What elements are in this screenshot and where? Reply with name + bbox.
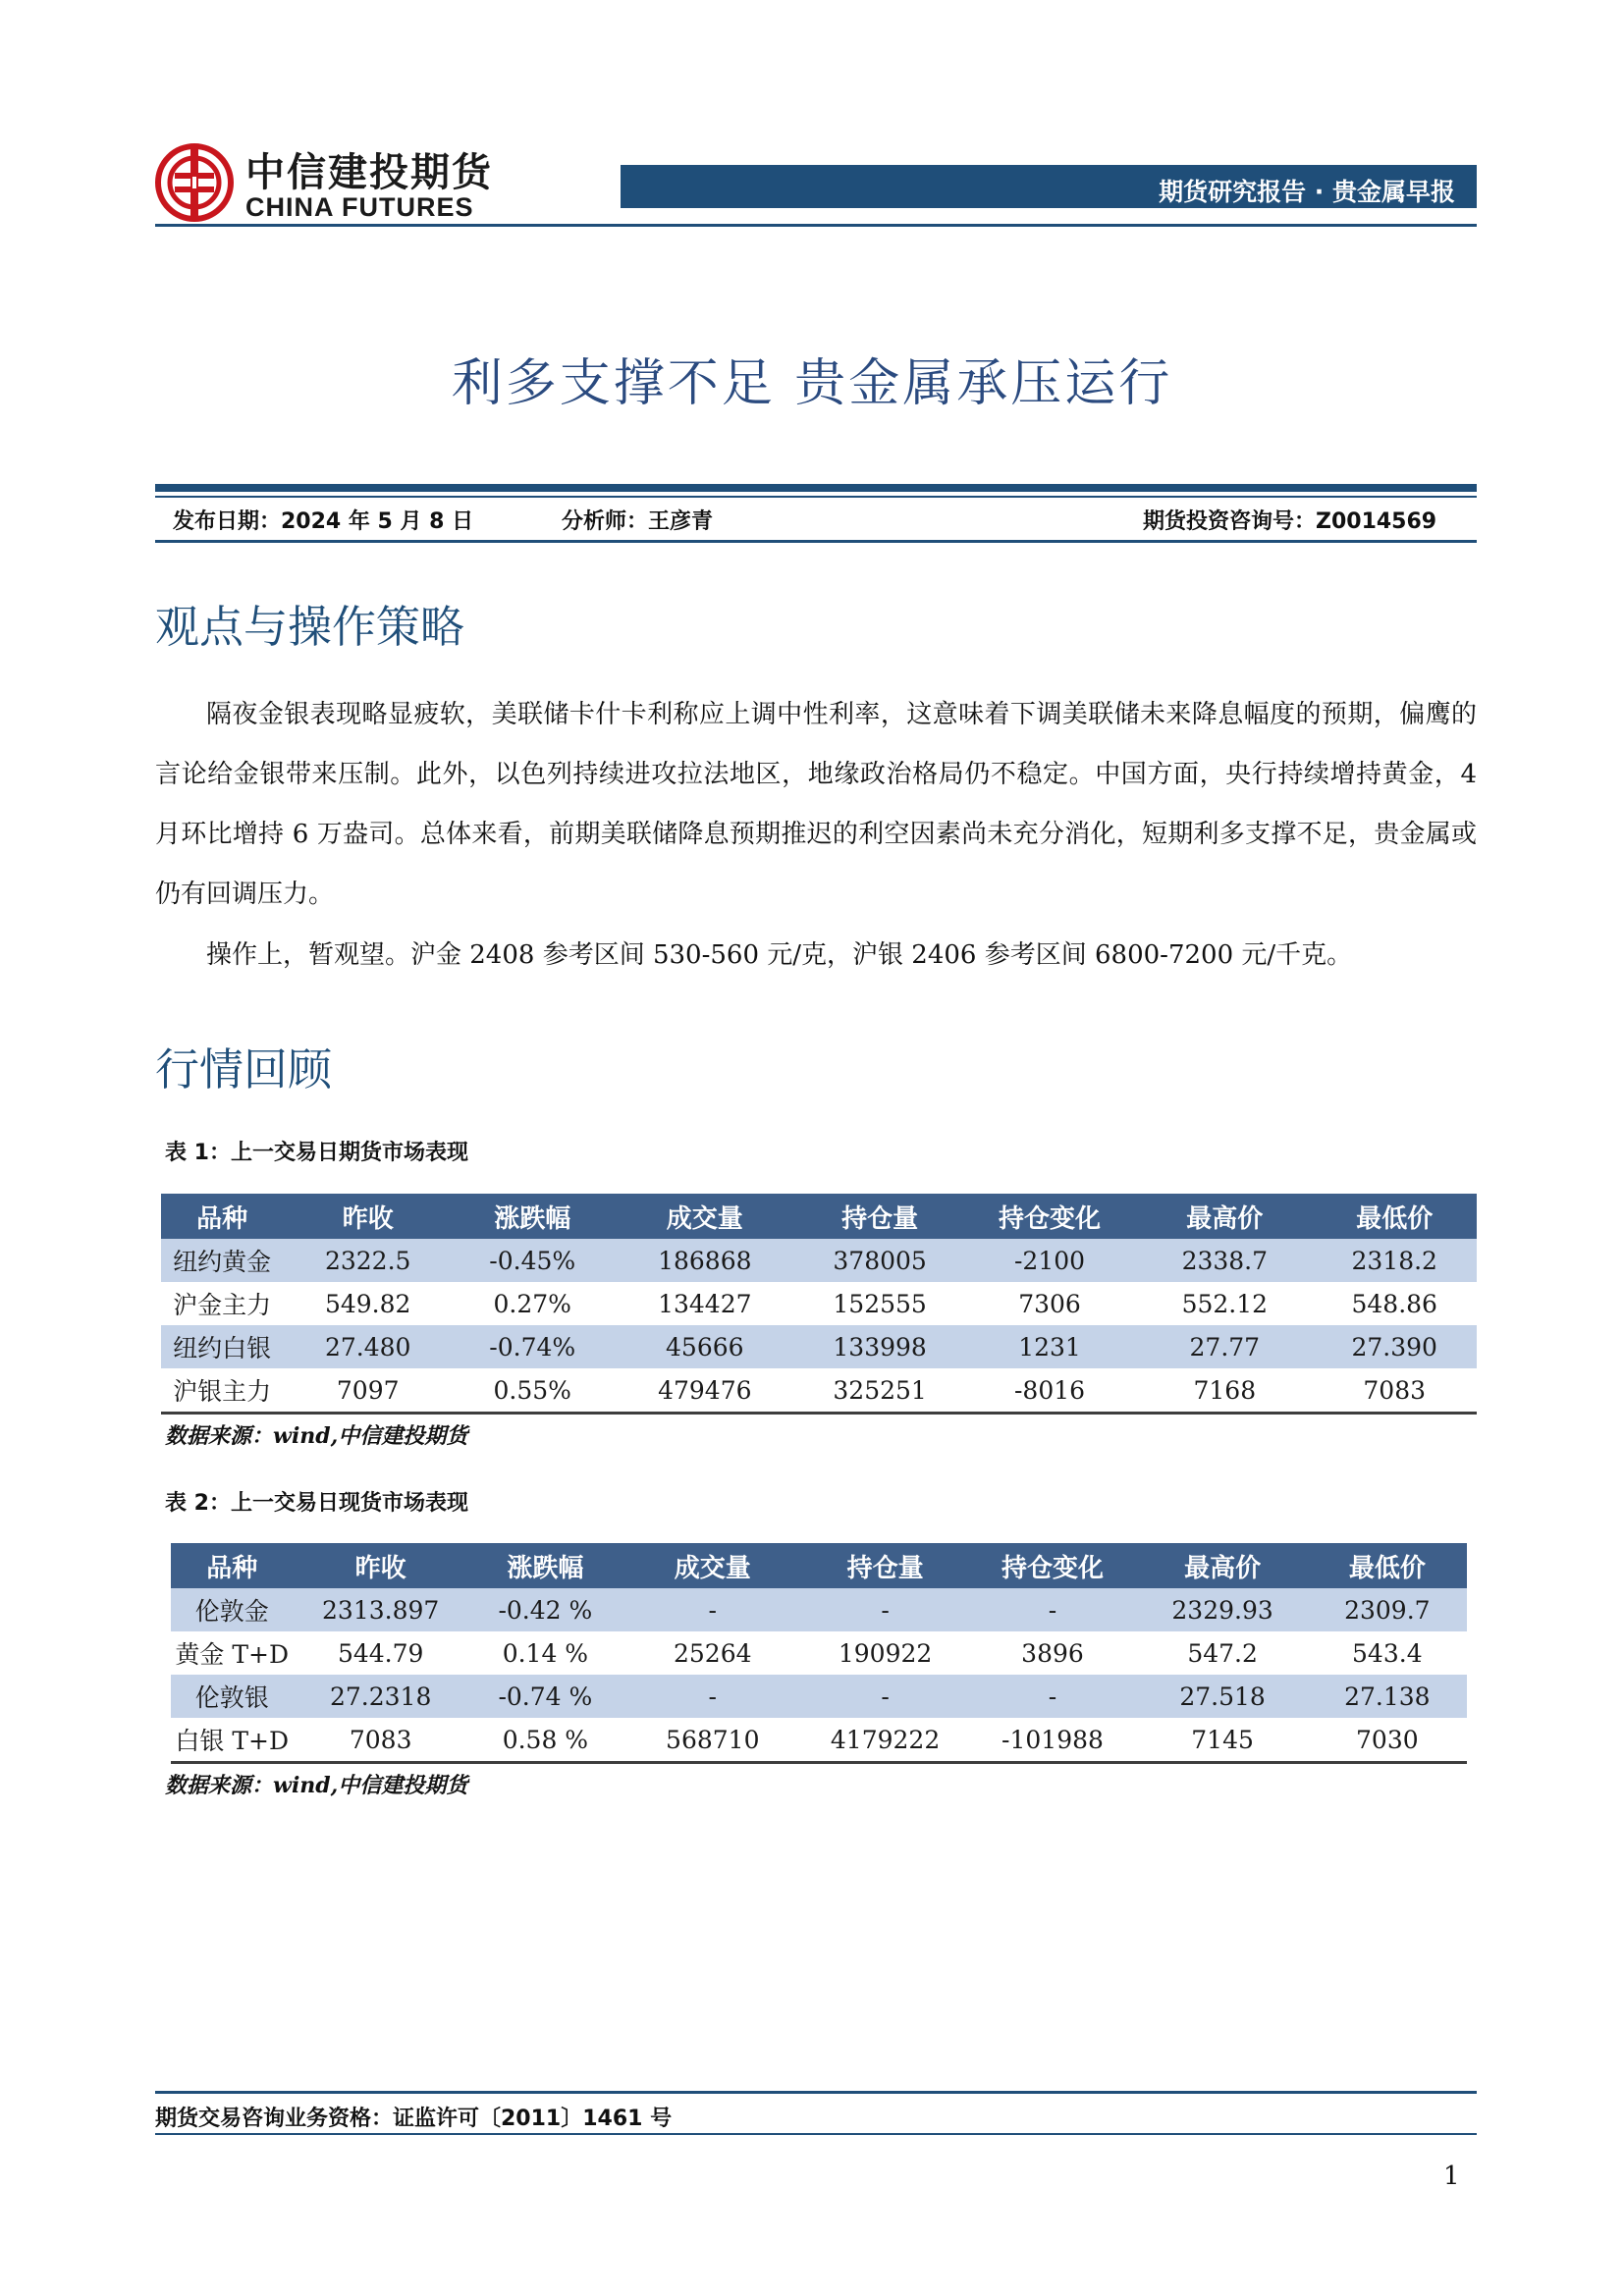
table-cell: 0.27% [493,1289,571,1318]
column-header: 持仓变化 [962,1194,1137,1239]
table-cell: - [623,1675,803,1718]
column-header: 持仓变化 [967,1543,1137,1588]
table-cell: - [803,1588,968,1631]
company-logo-icon [155,143,234,222]
report-title: 利多支撑不足 贵金属承压运行 [451,354,1173,413]
table-cell: 190922 [838,1638,933,1668]
table-cell: 2313.897 [293,1588,468,1631]
table-cell: 27.77 [1137,1325,1312,1368]
column-header: 昨收 [293,1543,468,1588]
table-cell: 548.86 [1351,1289,1437,1318]
table-cell: - [967,1588,1137,1631]
section-heading-review: 行情回顾 [155,1043,333,1095]
strategy-paragraph: 隔夜金银表现略显疲软，美联储卡什卡利称应上调中性利率，这意味着下调美联储未来降息幅度的预期，偏鹰的言论给金银带来压制。此外，以色列持续进攻拉法地区，地缘政治格局仍不稳定。中国方面，央行持续增持黄金，4 月环比增持 6 万盎司。总体来看，前期美联储降息预期推迟的利空因素尚未充分消化，短期利多支撑不足，贵金属或仍有回调压力。 [155,700,1477,909]
table-cell: 2318.2 [1312,1239,1477,1282]
table-cell: -0.42 % [468,1588,623,1631]
column-header: 最低价 [1312,1194,1477,1239]
logo-english-name: CHINA FUTURES [245,192,474,222]
page-number: 1 [1443,2162,1460,2191]
footer-bottom-rule [155,2133,1477,2135]
table-cell: 沪金主力 [173,1291,272,1319]
table-cell: -0.74 % [468,1675,623,1718]
table-cell: 白银 T+D [171,1718,293,1763]
operation-paragraph: 操作上，暂观望。沪金 2408 参考区间 530-560 元/克，沪银 2406 参考区间 6800-7200 元/千克。 [206,940,1353,970]
column-header: 昨收 [283,1194,453,1239]
table-cell: -0.74% [453,1325,612,1368]
table-row [171,1718,1467,1763]
table-cell: 黄金 T+D [175,1640,290,1669]
table-cell: 325251 [797,1368,962,1414]
table-cell: 552.12 [1181,1289,1269,1318]
info-bar-top-rule [155,484,1477,492]
footer-qualification: 期货交易咨询业务资格：证监许可〔2011〕1461 号 [155,2107,673,2131]
footer-rule [155,2091,1477,2094]
table-cell: 1231 [962,1325,1137,1368]
table-cell: 2309.7 [1308,1588,1467,1631]
table-cell: -2100 [962,1239,1137,1282]
column-header: 持仓量 [797,1194,962,1239]
report-type-label: 期货研究报告 · 贵金属早报 [1159,178,1455,206]
info-bar-top-thin-rule [155,496,1477,498]
table-cell: - [803,1675,968,1718]
header-banner [621,165,1477,208]
column-header: 最高价 [1137,1194,1312,1239]
table-cell: 479476 [612,1368,797,1414]
table-cell: 7145 [1138,1718,1308,1763]
table-cell: 纽约白银 [161,1325,283,1368]
table-cell: 7097 [283,1368,453,1414]
table-cell: 伦敦金 [171,1588,293,1631]
column-header: 涨跌幅 [453,1194,612,1239]
column-header: 品种 [171,1543,293,1588]
table-row [161,1368,1477,1414]
table-row [161,1325,1477,1368]
table-cell: 沪银主力 [161,1368,283,1414]
table-cell: - [623,1588,803,1631]
publish-date: 发布日期：2024 年 5 月 8 日 [173,509,474,534]
table-cell: 伦敦银 [171,1675,293,1718]
table-cell: 547.2 [1187,1638,1258,1668]
table-cell: 27.518 [1138,1675,1308,1718]
table-cell: 568710 [623,1718,803,1763]
table-cell: 4179222 [803,1718,968,1763]
table-cell: 7083 [1312,1368,1477,1414]
analyst-name: 分析师：王彦青 [562,509,714,534]
table-cell: 2329.93 [1138,1588,1308,1631]
table-cell: 0.58 % [468,1718,623,1763]
table-cell: 27.480 [283,1325,453,1368]
column-header: 品种 [161,1194,283,1239]
column-header: 最低价 [1308,1543,1467,1588]
table-cell: 纽约黄金 [161,1239,283,1282]
license-number: 期货投资咨询号：Z0014569 [1143,509,1437,534]
table-cell: 27.390 [1312,1325,1477,1368]
table2-source-note: 数据来源：wind,中信建投期货 [165,1773,468,1798]
table1-caption: 表 1：上一交易日期货市场表现 [165,1141,468,1165]
column-header: 最高价 [1138,1543,1308,1588]
table-cell: 2322.5 [283,1239,453,1282]
table-cell: 186868 [612,1239,797,1282]
table-cell: 0.14 % [502,1638,589,1668]
table-row [171,1675,1467,1718]
table-cell: 378005 [797,1239,962,1282]
logo-chinese-name: 中信建投期货 [245,150,493,195]
table-cell: 152555 [833,1289,927,1318]
column-header: 涨跌幅 [468,1543,623,1588]
table-row [171,1631,1467,1675]
table-cell: 544.79 [337,1638,424,1668]
table-cell: -101988 [967,1718,1137,1763]
table-cell: 7030 [1308,1718,1467,1763]
table-cell: 543.4 [1352,1638,1423,1668]
table-cell: - [967,1675,1137,1718]
table1-source-note: 数据来源：wind,中信建投期货 [165,1423,468,1449]
column-header: 持仓量 [803,1543,968,1588]
table-cell: 134427 [658,1289,752,1318]
table-row [161,1239,1477,1282]
table-header-row [161,1194,1477,1239]
section-heading-strategy: 观点与操作策略 [155,601,465,653]
table-cell: 7168 [1137,1368,1312,1414]
table-header-row [171,1543,1467,1588]
table-cell: -0.45% [453,1239,612,1282]
table-cell: 27.138 [1308,1675,1467,1718]
spot-market-table [171,1543,1467,1764]
table-cell: -8016 [962,1368,1137,1414]
table-cell: 7306 [1018,1289,1081,1318]
table-cell: 25264 [674,1638,752,1668]
column-header: 成交量 [623,1543,803,1588]
header-divider [155,224,1477,227]
futures-market-table [161,1194,1477,1415]
table-cell: 133998 [797,1325,962,1368]
column-header: 成交量 [612,1194,797,1239]
table2-caption: 表 2：上一交易日现货市场表现 [165,1491,468,1516]
table-cell: 0.55% [453,1368,612,1414]
table-row [171,1588,1467,1631]
table-cell: 549.82 [324,1289,411,1318]
table-cell: 45666 [612,1325,797,1368]
table-row [161,1282,1477,1325]
table-cell: 7083 [293,1718,468,1763]
table-cell: 3896 [1021,1638,1084,1668]
table-cell: 27.2318 [293,1675,468,1718]
table-cell: 2338.7 [1137,1239,1312,1282]
info-bar-bottom-rule [155,540,1477,543]
